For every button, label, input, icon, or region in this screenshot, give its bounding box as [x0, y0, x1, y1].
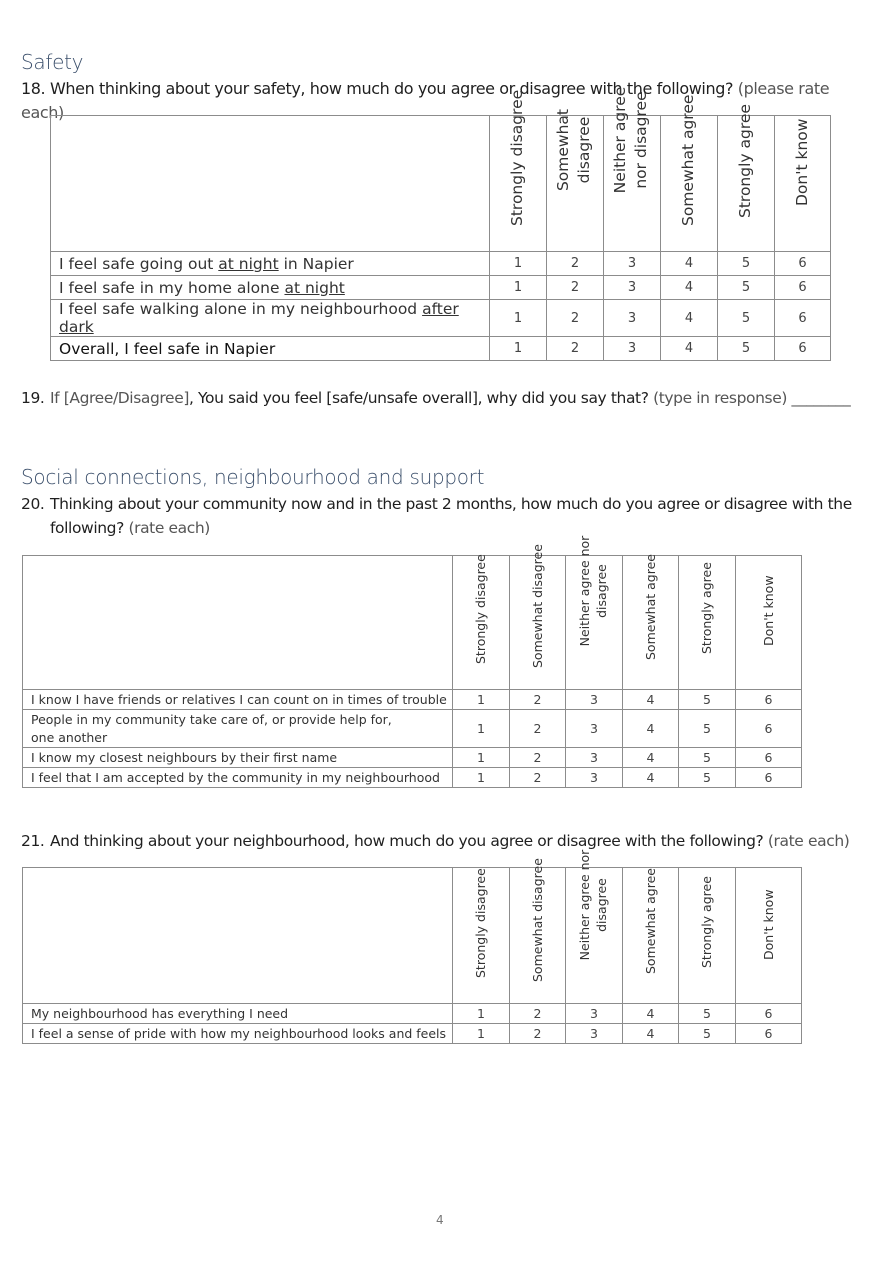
- question-21: [21, 829, 871, 853]
- question-lead: If [Agree/Disagree]: [50, 389, 189, 407]
- rating-cell[interactable]: 4: [661, 276, 718, 300]
- question-text: And thinking about your neighbourhood, how much do you agree or disagree with the following?: [50, 832, 764, 850]
- header-label: Neither agree nor disagree: [577, 849, 609, 961]
- row-label: I know my closest neighbours by their first name: [23, 748, 453, 768]
- row-label: Overall, I feel safe in Napier: [51, 337, 490, 361]
- rating-cell[interactable]: 6: [775, 252, 831, 276]
- rating-cell[interactable]: 3: [604, 276, 661, 300]
- rating-cell[interactable]: 4: [623, 710, 679, 748]
- header-label: Strongly agree: [736, 104, 754, 218]
- rating-cell[interactable]: 1: [490, 337, 547, 361]
- rating-cell[interactable]: 1: [453, 710, 510, 748]
- header-cell: [736, 556, 802, 690]
- rating-cell[interactable]: 2: [547, 337, 604, 361]
- rating-cell[interactable]: 5: [679, 768, 736, 788]
- header-label: Strongly agree: [699, 876, 714, 968]
- rating-cell[interactable]: 4: [623, 1024, 679, 1044]
- header-cell: [547, 108, 604, 252]
- header-cell: [566, 535, 623, 690]
- q21-rating-table: [22, 849, 802, 1044]
- table-row: [23, 768, 802, 788]
- header-cell: [490, 89, 547, 252]
- question-hint: (rate each): [767, 832, 850, 850]
- table-row: [51, 276, 831, 300]
- rating-cell[interactable]: 6: [736, 690, 802, 710]
- rating-cell[interactable]: 5: [679, 710, 736, 748]
- question-hint: (please rate each): [21, 79, 830, 122]
- table-row: [23, 1004, 802, 1024]
- header-blank-cell: [23, 556, 453, 690]
- rating-cell[interactable]: 2: [547, 252, 604, 276]
- header-cell: [679, 868, 736, 1004]
- rating-cell[interactable]: 4: [623, 690, 679, 710]
- rating-cell[interactable]: 5: [679, 748, 736, 768]
- header-label: Neither agree nor disagree: [611, 86, 650, 194]
- header-label: Somewhat agree: [642, 868, 658, 974]
- header-cell: [604, 86, 661, 252]
- table-row: [23, 748, 802, 768]
- rating-cell[interactable]: 6: [736, 748, 802, 768]
- table-row: [23, 1024, 802, 1044]
- rating-cell[interactable]: 2: [510, 690, 566, 710]
- rating-cell[interactable]: 4: [661, 252, 718, 276]
- rating-cell[interactable]: 5: [718, 300, 775, 337]
- header-label: Don't know: [792, 118, 811, 206]
- rating-cell[interactable]: 6: [736, 1004, 802, 1024]
- rating-cell[interactable]: 3: [566, 748, 623, 768]
- table-row: [51, 252, 831, 276]
- table-header-row: [51, 116, 831, 252]
- section-title-social: Social connections, neighbourhood and support: [21, 465, 485, 489]
- rating-cell[interactable]: 3: [566, 1004, 623, 1024]
- row-label: I know I have friends or relatives I can count on in times of trouble: [23, 690, 453, 710]
- rating-cell[interactable]: 2: [510, 1024, 566, 1044]
- question-19: [21, 386, 871, 410]
- rating-cell[interactable]: 5: [679, 1024, 736, 1044]
- header-label: Don't know: [760, 575, 776, 646]
- header-cell: [775, 116, 831, 252]
- question-hint[interactable]: (type in response) ________: [653, 389, 851, 407]
- header-cell: [623, 556, 679, 690]
- header-cell: [510, 544, 566, 690]
- rating-cell[interactable]: 1: [453, 768, 510, 788]
- rating-cell[interactable]: 3: [566, 1024, 623, 1044]
- rating-cell[interactable]: 4: [661, 300, 718, 337]
- row-label: I feel a sense of pride with how my neighbourhood looks and feels: [23, 1024, 453, 1044]
- question-text: , You said you feel [safe/unsafe overall], why did you say that?: [188, 389, 649, 407]
- rating-cell[interactable]: 3: [604, 337, 661, 361]
- question-text: When thinking about your safety, how much do you agree or disagree with the following?: [50, 79, 734, 98]
- page-number: 4: [436, 1213, 444, 1227]
- rating-cell[interactable]: 5: [679, 690, 736, 710]
- row-label: I feel safe in my home alone at night: [51, 276, 490, 300]
- table-row: [51, 300, 831, 337]
- question-20: [21, 492, 871, 540]
- rating-cell[interactable]: 6: [775, 300, 831, 337]
- rating-cell[interactable]: 3: [604, 300, 661, 337]
- header-cell: [623, 868, 679, 1004]
- rating-cell[interactable]: 3: [566, 710, 623, 748]
- rating-cell[interactable]: 3: [604, 252, 661, 276]
- row-label: People in my community take care of, or provide help for, one another: [23, 710, 453, 748]
- table-header-row: [23, 556, 802, 690]
- rating-cell[interactable]: 6: [736, 1024, 802, 1044]
- rating-cell[interactable]: 2: [547, 300, 604, 337]
- rating-cell[interactable]: 2: [510, 768, 566, 788]
- row-label: I feel that I am accepted by the community in my neighbourhood: [23, 768, 453, 788]
- rating-cell[interactable]: 6: [736, 768, 802, 788]
- header-label: Strongly disagree: [473, 868, 488, 978]
- rating-cell[interactable]: 6: [775, 337, 831, 361]
- rating-cell[interactable]: 2: [510, 748, 566, 768]
- rating-cell[interactable]: 4: [661, 337, 718, 361]
- rating-cell[interactable]: 6: [736, 710, 802, 748]
- section-title-safety: Safety: [21, 50, 84, 74]
- header-label: Don't know: [760, 889, 776, 960]
- header-label: Somewhat agree: [679, 94, 697, 226]
- rating-cell[interactable]: 4: [623, 768, 679, 788]
- rating-cell[interactable]: 1: [490, 300, 547, 337]
- header-cell: [510, 858, 566, 1004]
- rating-cell[interactable]: 3: [566, 768, 623, 788]
- rating-cell[interactable]: 5: [718, 276, 775, 300]
- question-hint: (rate each): [128, 519, 210, 537]
- rating-cell[interactable]: 1: [453, 748, 510, 768]
- header-label: Somewhat agree: [642, 554, 658, 660]
- header-label: Strongly disagree: [508, 89, 526, 226]
- question-text-cont: following?: [50, 519, 124, 537]
- header-label: Neither agree nor disagree: [577, 535, 609, 647]
- row-label: I feel safe walking alone in my neighbourhood after dark: [51, 300, 490, 337]
- rating-cell[interactable]: 2: [510, 1004, 566, 1024]
- header-label: Somewhat disagree: [554, 108, 593, 192]
- question-text: Thinking about your community now and in the past 2 months, how much do you agree or disagree with the: [50, 495, 852, 513]
- header-label: Somewhat disagree: [529, 858, 545, 982]
- row-label: My neighbourhood has everything I need: [23, 1004, 453, 1024]
- header-cell: [736, 868, 802, 1004]
- question-number: 18.: [21, 79, 46, 98]
- table-row: [51, 337, 831, 361]
- rating-cell[interactable]: 2: [510, 710, 566, 748]
- rating-cell[interactable]: 6: [775, 276, 831, 300]
- rating-cell[interactable]: 5: [679, 1004, 736, 1024]
- table-header-row: [23, 868, 802, 1004]
- rating-cell[interactable]: 3: [566, 690, 623, 710]
- rating-cell[interactable]: 1: [490, 252, 547, 276]
- rating-cell[interactable]: 1: [453, 690, 510, 710]
- q20-rating-table: [22, 535, 802, 788]
- question-number: 20.: [21, 495, 45, 513]
- header-cell: [453, 556, 510, 690]
- rating-cell[interactable]: 1: [453, 1004, 510, 1024]
- header-cell: [566, 849, 623, 1004]
- header-cell: [718, 104, 775, 252]
- header-blank-cell: [23, 868, 453, 1004]
- row-label: I feel safe going out at night in Napier: [51, 252, 490, 276]
- header-label: Strongly agree: [699, 562, 714, 654]
- question-number: 19.: [21, 389, 45, 407]
- rating-cell[interactable]: 5: [718, 252, 775, 276]
- header-blank-cell: [51, 116, 490, 252]
- header-cell: [679, 556, 736, 690]
- header-cell: [661, 94, 718, 252]
- rating-cell[interactable]: 1: [490, 276, 547, 300]
- rating-cell[interactable]: 2: [547, 276, 604, 300]
- header-cell: [453, 868, 510, 1004]
- question-number: 21.: [21, 832, 45, 850]
- rating-cell[interactable]: 4: [623, 748, 679, 768]
- table-row: [23, 690, 802, 710]
- rating-cell[interactable]: 1: [453, 1024, 510, 1044]
- table-row: [23, 710, 802, 748]
- rating-cell[interactable]: 5: [718, 337, 775, 361]
- rating-cell[interactable]: 4: [623, 1004, 679, 1024]
- header-label: Strongly disagree: [473, 554, 488, 664]
- header-label: Somewhat disagree: [529, 544, 545, 668]
